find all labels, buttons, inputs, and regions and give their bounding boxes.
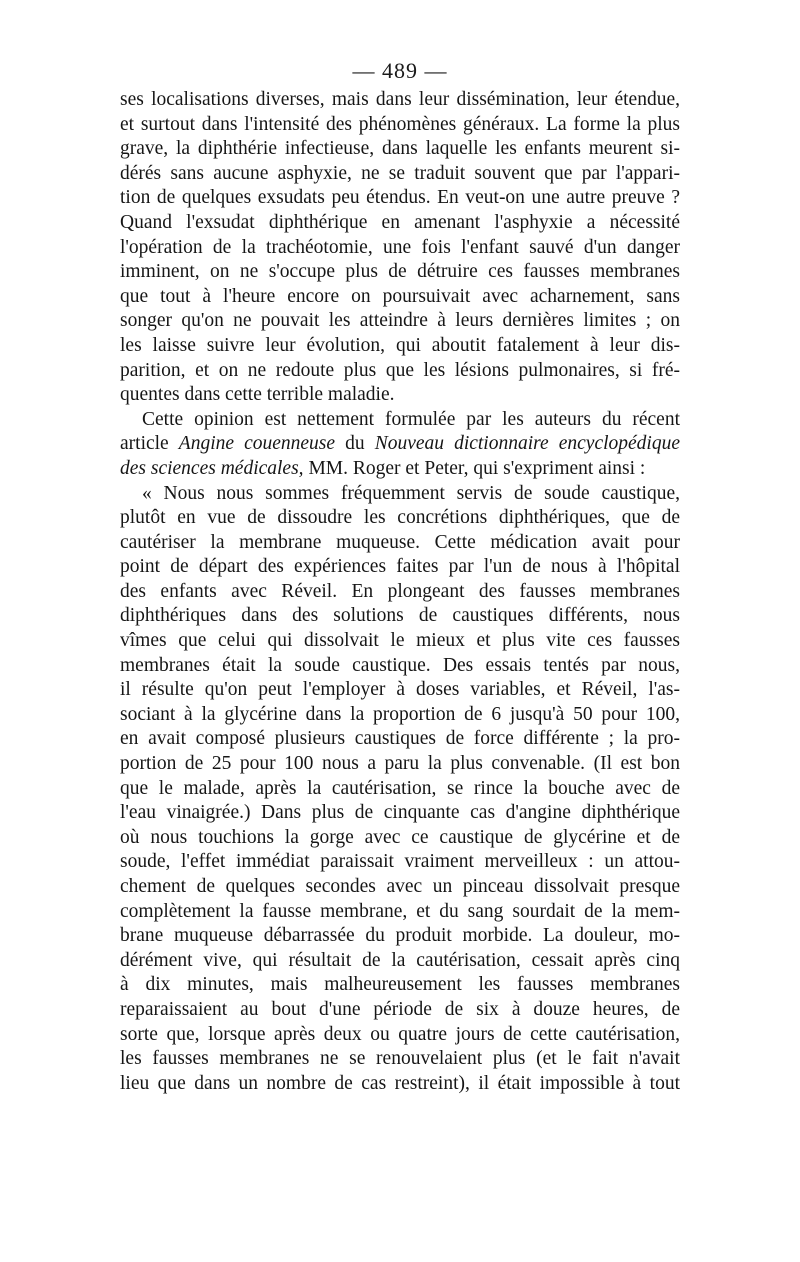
quote-line: les fausses membranes ne se renouvelaient plus (et le fait n'avait <box>120 1048 680 1070</box>
text-line: Cette opinion est nettement formulée par les auteurs du récent <box>142 408 680 430</box>
quote-line: complètement la fausse membrane, et du sang sourdait de la mem- <box>120 900 680 922</box>
quote-line: « Nous nous sommes fréquemment servis de soude caustique, <box>142 482 680 504</box>
quote-line: vîmes que celui qui dissolvait le mieux et plus vite ces fausses <box>120 630 680 652</box>
text-line: Quand l'exsudat diphthérique en amenant l'asphyxie a nécessité <box>120 211 680 233</box>
work-title: Nouveau dictionnaire encyclopédique <box>374 433 680 455</box>
quote-line: cautériser la membrane muqueuse. Cette médication avait pour <box>120 531 680 553</box>
text-line-with-citation <box>120 432 680 457</box>
work-title-continued: des sciences médicales, <box>120 457 304 479</box>
text-line: grave, la diphthérie infectieuse, dans laquelle les enfants meurent si- <box>120 138 680 160</box>
text-fragment: MM. Roger et Peter, qui s'expriment ainsi : <box>303 457 646 479</box>
quote-line: où nous touchions la gorge avec ce caustique de glycérine et de <box>120 826 680 848</box>
text-line: et surtout dans l'intensité des phénomènes généraux. La forme la plus <box>120 113 680 135</box>
page-body <box>120 88 680 1096</box>
quote-line: à dix minutes, mais malheureusement les fausses membranes <box>120 974 680 996</box>
quote-line: point de départ des expériences faites par l'un de nous à l'hôpital <box>120 556 680 578</box>
text-line: songer qu'on ne pouvait les atteindre à leurs dernières limites ; on <box>120 310 680 332</box>
text-line: dérés sans aucune asphyxie, ne se traduit souvent que par l'appari- <box>120 162 680 184</box>
quote-line: diphthériques dans des solutions de caustiques différents, nous <box>120 605 680 627</box>
quote-line: l'eau vinaigrée.) Dans plus de cinquante cas d'angine diphthérique <box>120 802 680 824</box>
text-line: l'opération de la trachéotomie, une fois l'enfant sauvé d'un danger <box>120 236 680 258</box>
quote-line: sociant à la glycérine dans la proportion de 6 jusqu'à 50 pour 100, <box>120 703 680 725</box>
text-line: les laisse suivre leur évolution, qui aboutit fatalement à leur dis- <box>120 334 680 356</box>
quote-line: portion de 25 pour 100 nous a paru la plus convenable. (Il est bon <box>120 753 680 775</box>
article-title: Angine couenneuse <box>178 433 336 455</box>
text-line: tion de quelques exsudats peu étendus. En veut-on une autre preuve ? <box>120 187 680 209</box>
text-line: imminent, on ne s'occupe plus de détruire ces fausses membranes <box>120 261 680 283</box>
quote-line: dérément vive, qui résultait de la cautérisation, cessait après cinq <box>120 949 680 971</box>
quote-line: chement de quelques secondes avec un pinceau dissolvait presque <box>120 876 680 897</box>
quote-line: en avait composé plusieurs caustiques de force différente ; la pro- <box>120 728 680 750</box>
text-line: quentes dans cette terrible maladie. <box>120 384 395 406</box>
text-line: que tout à l'heure encore on poursuivait avec acharnement, sans <box>120 285 680 307</box>
quote-line: soude, l'effet immédiat paraissait vraiment merveilleux : un attou- <box>120 851 680 873</box>
quote-line: plutôt en vue de dissoudre les concrétions diphthériques, que de <box>120 507 680 529</box>
quote-line: brane muqueuse débarrassée du produit morbide. La douleur, mo- <box>120 925 680 947</box>
quote-line: il résulte qu'on peut l'employer à doses variables, et Réveil, l'as- <box>120 679 680 701</box>
text-line-with-citation <box>120 457 680 482</box>
quote-line: des enfants avec Réveil. En plongeant des fausses membranes <box>120 580 680 602</box>
quote-line: sorte que, lorsque après deux ou quatre jours de cette cautérisation, <box>120 1023 680 1045</box>
quote-line: que le malade, après la cautérisation, se rince la bouche avec de <box>120 777 680 799</box>
text-fragment: article <box>120 433 179 455</box>
quote-line: lieu que dans un nombre de cas restreint), il était impossible à tout <box>120 1072 680 1094</box>
text-line: ses localisations diverses, mais dans leur dissémination, leur étendue, <box>120 89 680 110</box>
quote-line: membranes était la soude caustique. Des essais tentés par nous, <box>120 654 680 676</box>
text-line: parition, et on ne redoute plus que les lésions pulmonaires, si fré- <box>120 359 680 381</box>
text-fragment: du <box>335 433 375 455</box>
page-number: — 489 — <box>352 58 448 83</box>
quote-line: reparaissaient au bout d'une période de six à douze heures, de <box>120 998 680 1020</box>
